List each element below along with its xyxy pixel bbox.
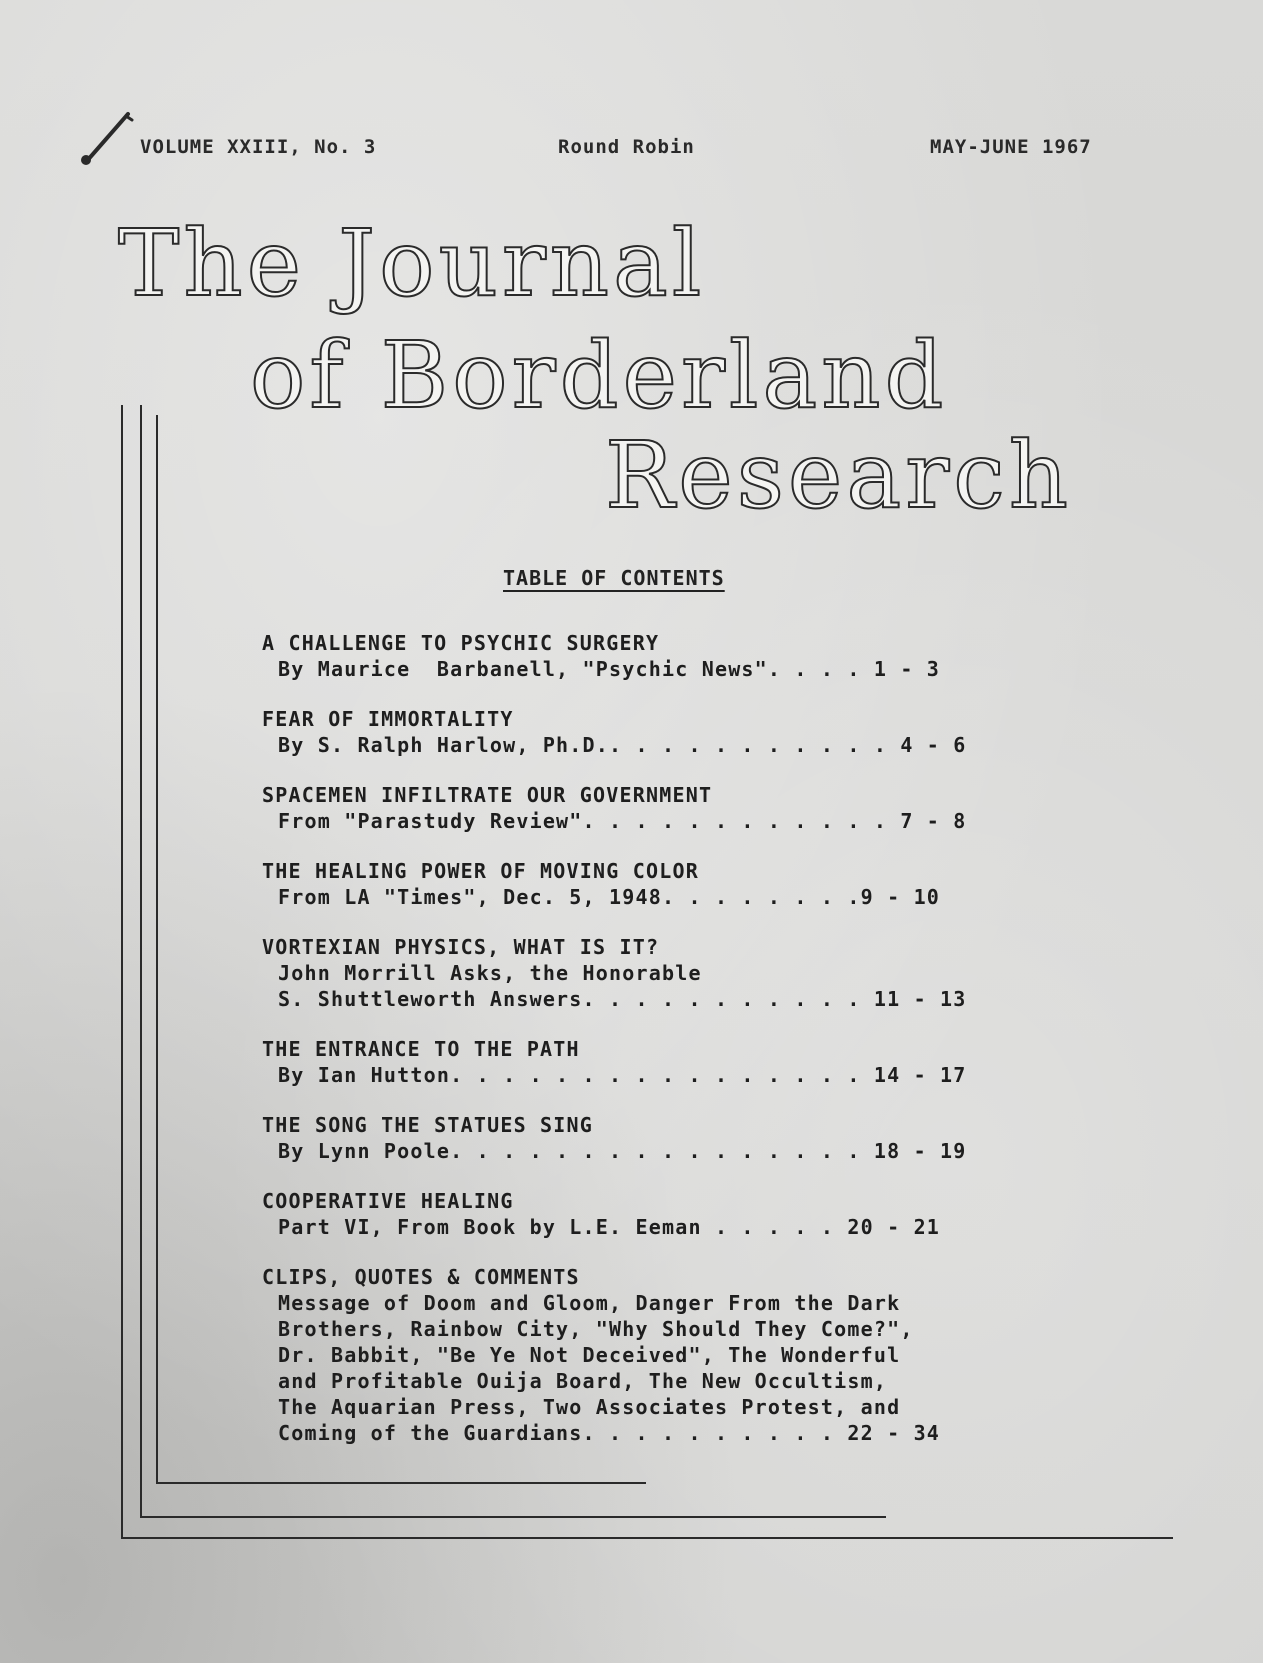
volume-number: VOLUME XXIII, No. 3 [140,136,377,158]
toc-entry-line: By Ian Hutton. . . . . . . . . . . . . . . . 14 - 17 [278,1063,967,1087]
toc-entry [262,706,1042,758]
masthead-line-1: The Journal [118,210,706,317]
toc-spacer [262,1240,1042,1264]
toc-entry-line: Part VI, From Book by L.E. Eeman . . . . . 20 - 21 [278,1215,941,1239]
frame-horizontal-rule-2 [140,1516,886,1518]
masthead-line-3: Research [605,422,1072,529]
toc-entry-line: and Profitable Ouija Board, The New Occultism, [278,1369,888,1393]
toc-entry-line: By S. Ralph Harlow, Ph.D.. . . . . . . . . . . 4 - 6 [278,733,967,757]
frame-vertical-rule-3 [156,415,158,1483]
toc-entry-line: By Maurice Barbanell, "Psychic News". . . . 1 - 3 [278,657,941,681]
issue-date: MAY-JUNE 1967 [930,136,1092,158]
toc-heading: TABLE OF CONTENTS [503,566,725,590]
toc-entry [262,1264,1042,1446]
toc-entry-line: Coming of the Guardians. . . . . . . . . . 22 - 34 [278,1421,941,1445]
masthead-line-2: of Borderland [250,322,948,429]
toc-entry-line: By Lynn Poole. . . . . . . . . . . . . . . . 18 - 19 [278,1139,967,1163]
frame-horizontal-rule-1 [156,1482,646,1484]
toc-entry [262,1112,1042,1164]
toc-entry [262,1188,1042,1240]
table-of-contents [262,630,1042,1446]
toc-entry-line: The Aquarian Press, Two Associates Protest, and [278,1395,901,1419]
toc-entry-title: SPACEMEN INFILTRATE OUR GOVERNMENT [262,783,713,807]
toc-entry-title: THE HEALING POWER OF MOVING COLOR [262,859,699,883]
toc-spacer [262,910,1042,934]
toc-entry-title: COOPERATIVE HEALING [262,1189,514,1213]
toc-spacer [262,1164,1042,1188]
toc-entry-line: S. Shuttleworth Answers. . . . . . . . . . . 11 - 13 [278,987,967,1011]
toc-entry-line: Dr. Babbit, "Be Ye Not Deceived", The Wonderful [278,1343,901,1367]
toc-entry-title: VORTEXIAN PHYSICS, WHAT IS IT? [262,935,660,959]
toc-entry-title: A CHALLENGE TO PSYCHIC SURGERY [262,631,660,655]
frame-horizontal-rule-3 [121,1537,1173,1539]
toc-spacer [262,1012,1042,1036]
toc-spacer [262,758,1042,782]
toc-entry-title: THE SONG THE STATUES SING [262,1113,594,1137]
toc-entry-title: CLIPS, QUOTES & COMMENTS [262,1265,580,1289]
toc-entry-line: From "Parastudy Review". . . . . . . . . . . . 7 - 8 [278,809,967,833]
toc-entry-line: From LA "Times", Dec. 5, 1948. . . . . . . .9 - 10 [278,885,941,909]
frame-vertical-rule-2 [140,405,142,1518]
toc-entry [262,858,1042,910]
toc-entry-line: John Morrill Asks, the Honorable [278,961,702,985]
toc-spacer [262,1088,1042,1112]
toc-entry-title: FEAR OF IMMORTALITY [262,707,514,731]
toc-entry-title: THE ENTRANCE TO THE PATH [262,1037,580,1061]
pen-mark-icon [80,108,134,168]
toc-entry-line: Message of Doom and Gloom, Danger From the Dark [278,1291,901,1315]
toc-entry [262,782,1042,834]
round-robin-label: Round Robin [558,136,695,158]
toc-spacer [262,834,1042,858]
toc-entry [262,1036,1042,1088]
frame-vertical-rule-1 [121,405,123,1538]
toc-entry [262,934,1042,1012]
toc-entry [262,630,1042,682]
toc-spacer [262,682,1042,706]
toc-entry-line: Brothers, Rainbow City, "Why Should They Come?", [278,1317,914,1341]
